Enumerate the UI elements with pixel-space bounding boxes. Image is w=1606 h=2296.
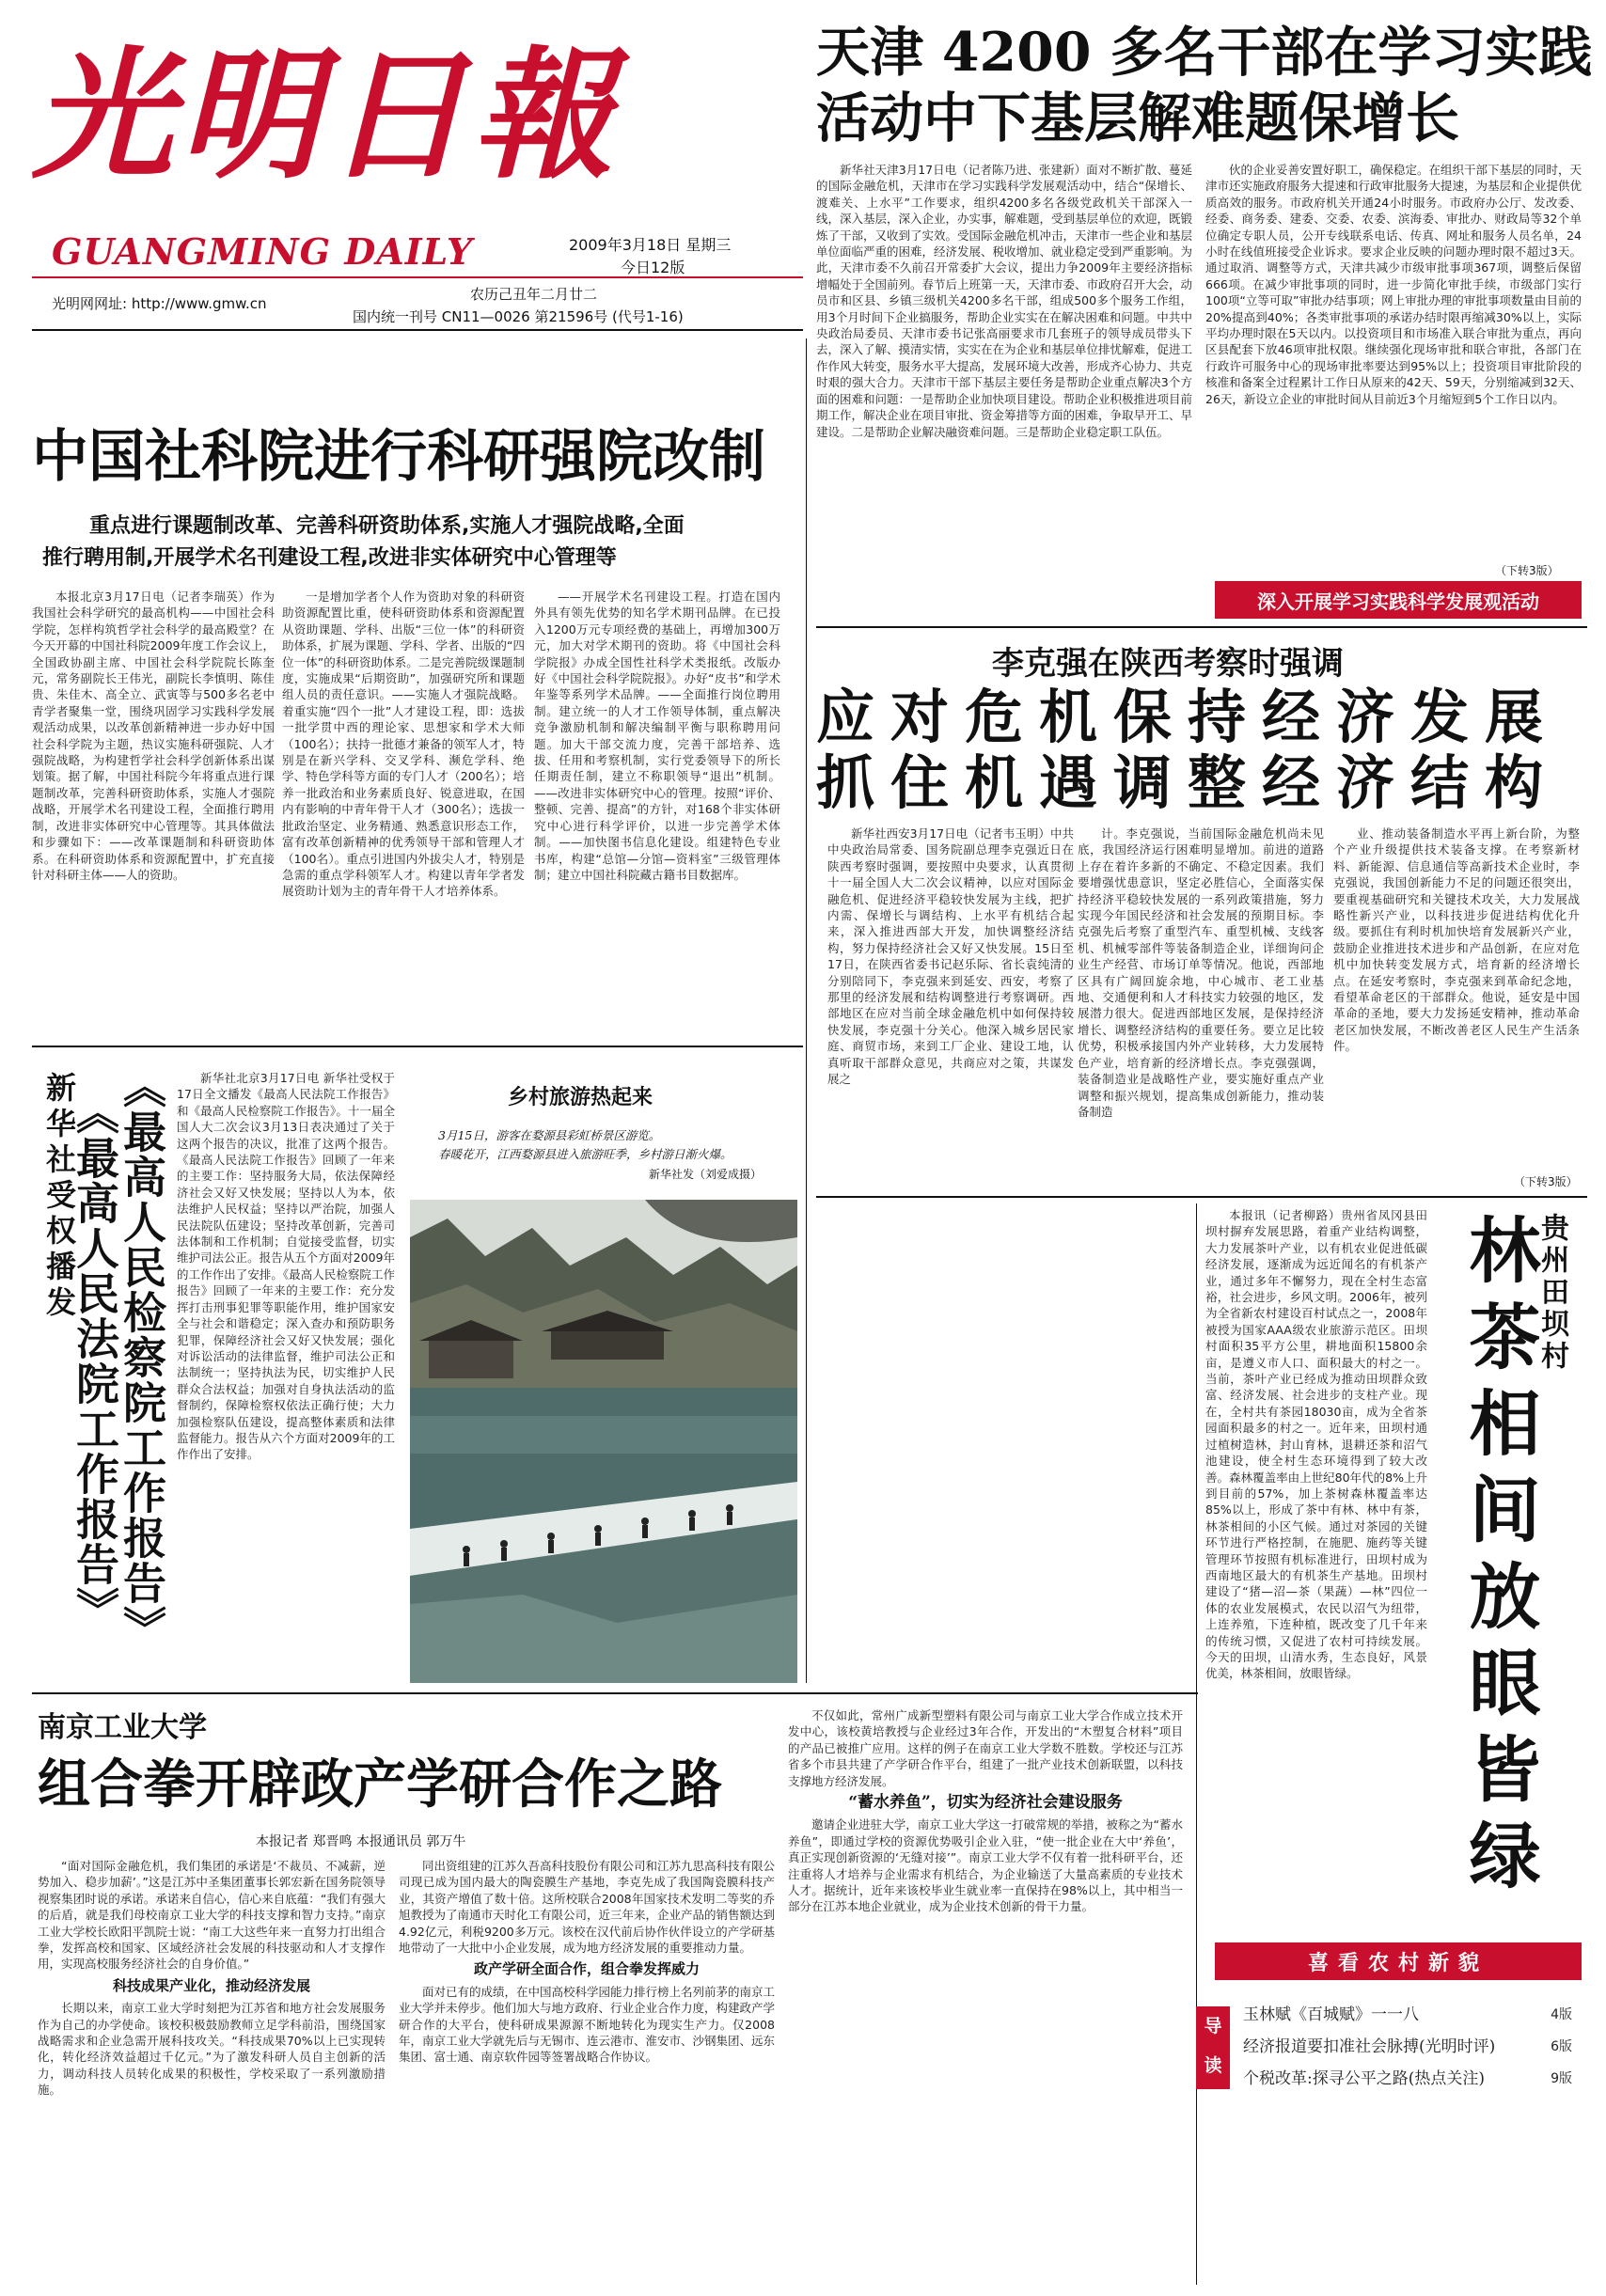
cass-bottom-rule: [32, 1046, 803, 1047]
masthead-english: GUANGMING DAILY: [52, 230, 473, 273]
site-url[interactable]: 光明网网址: http://www.gmw.cn: [52, 295, 267, 312]
likeqiang-column-2: 计。李克强说，当前国际金融危机尚未见底，我国经济运行困难明显增加。前进的道路上存在着许多新的不确定、不稳定因素。我们要增强忧患意识，坚定必胜信心，全面落实保持经济平稳较快发展的一系列政策措施，努力实现今年国民经济和社会发展的预期目标。李克强先后考察了重型汽车、重型机械、支线客机、机械零部件等装备制造企业，详细询问企业生产经营、市场订单等情况。他说，西部地区具有广阔回旋余地，中心城市、老工业基地、交通便利和人才科技实力较强的地区，发展潜力很大。促进西部地区发展，是保持经济增长、调整经济结构的重要任务。要立足比较优势，积极承接国内外产业转移，大力发展特色产业，培育新的经济增长点。李克强强调，装备制造业是战略性产业，要实施好重点产业调整和振兴规划，提高集成创新能力，推动装备制造: [1078, 826, 1324, 1119]
masthead-date: 2009年3月18日 星期三: [569, 236, 732, 254]
guide-box: [1196, 1993, 1582, 2296]
rural-photo: [410, 1200, 797, 1683]
likeqiang-title-line1: 应对危机保持经济发展: [816, 683, 1560, 751]
guide-item-page: 6版: [1551, 2039, 1572, 2054]
masthead-serial: 国内统一刊号 CN11—0026 第21596号 (代号1-16): [353, 308, 684, 325]
rural-caption-2: 春暖花开，江西婺源县进入旅游旺季，乡村游日渐火爆。: [438, 1147, 732, 1161]
tianjin-continue[interactable]: （下转3版）: [1495, 564, 1559, 577]
guide-item[interactable]: [1243, 2063, 1572, 2095]
likeqiang-column-3: 业、推动装备制造水平再上新台阶，为整个产业升级提供技术装备支撑。在考察新材料、新能源、信息通信等高新技术企业时，李克强说，我国创新能力不足的问题还很突出，要重视基础研究和关键技术攻关，大力发展战略性新兴产业，以科技进步促进结构优化升级。要抓住有利时机加快培育发展新兴产业，鼓励企业推进技术进步和产品创新，在应对危机中加快转变发展方式，培育新的经济增长点。在延安考察时，李克强来到革命纪念地，看望革命老区的干部群众。他说，延安是中国革命的圣地，要大力发扬延安精神，推动革命老区加快发展，不断改善老区人民生产生活条件。: [1333, 826, 1580, 1054]
cass-subtitle-1: 重点进行课题制改革、完善科研资助体系,实施人才强院战略,全面: [89, 514, 685, 538]
banner-study-practice: 深入开展学习实践科学发展观活动: [1215, 581, 1582, 619]
xinhua-column: 新华社北京3月17日电 新华社受权于17日全文播发《最高人民法院工作报告》和《最高人民检察院工作报告》。十一届全国人大二次会议3月13日表决通过了关于这两个报告的决议，批准了这两个报告。《最高人民法院工作报告》回顾了一年来的主要工作：坚持服务大局，依法保障经济社会又好又快发展；坚持以人为本，依法维护人民权益；坚持以严治院，加强人民法院队伍建设；坚持改革创新，完善司法体制和工作机制；自觉接受监督，切实维护司法公正。报告从五个方面对2009年的工作作出了安排。《最高人民检察院工作报告》回顾了一年来的主要工作：充分发挥打击刑事犯罪等职能作用，维护国家安全与社会和谐稳定；深入查办和预防职务犯罪，保障经济社会又好又快发展；强化对诉讼活动的法律监督，维护司法公正和法制统一；坚持执法为民，切实维护人民群众合法权益；加强对自身执法活动的监督制约，保障检察权依法正确行使；大力加强检察队伍建设，提高整体素质和法律监督能力。报告从六个方面对2009年的工作作出了安排。: [177, 1071, 395, 1462]
tianjin-column-1: 新华社天津3月17日电（记者陈乃进、张建新）面对不断扩散、蔓延的国际金融危机，天津市在学习实践科学发展观活动中，结合“保增长、渡难关、上水平”工作要求，组织4200多名各级党政机关干部深入一线，深入基层，深入企业，办实事，解难题，受到基层单位的欢迎，既锻炼了干部，又收到了实效。受国际金融危机冲击，天津市一些企业和基层单位面临严重的困难，经济发展、税收增加、就业稳定受到严重影响。为此，天津市委不久前召开常委扩大会议，提出力争2009年主要经济指标增幅处于全国前列。春节后上班第一天，天津市委、市政府召开大会，动员市和区县、乡镇三级机关4200多名干部，组成500多个服务工作组，用3个月时间下企业搞服务，帮助企业实实在在解决困难和问题。中共中央政治局委员、天津市委书记张高丽要求市几套班子的领导成员带头下去，深入了解、摸清实情，实实在在为企业和基层单位排忧解难，促进工作作风大转变，服务水平大提高，发展环境大改善，形成齐心协力、共克时艰的强大合力。天津市干部下基层主要任务是帮助企业重点解决3个方面的困难和问题：一是帮助企业加快项目建设。帮助企业积极推进项目前期工作，解决企业在项目审批、资金筹措等方面的困难，争取早开工、早建设。二是帮助企业解决融资难问题。三是帮助企业稳定职工队伍。: [816, 163, 1192, 439]
nanjing-column-2: 同出资组建的江苏久吾高科技股份有限公司和江苏九思高科技有限公司现已成为国内最大的陶瓷膜生产基地，李克先成了我国陶瓷膜科技产业，其资产增值了数十倍。这所校联合2008年国家技术发明二等奖的乔旭教授为了南通市天时化工有限公司，近三年来，企业产品的销售额达到4.92亿元，利税9200多万元。该校在汉代前后协作伙伴设立的产学研基地带动了一大批中小企业发展，成为地方经济发展的重要推动力量。 政产学研全面合作，组合拳发挥威力 面对已有的成绩，在中国高校科学园能力排行榜上名列前茅的南京工业大学并未停步。他们加大与地方政府、行业企业合作力度，构建政产学研合作的大平台，使科研成果源源不断地转化为现实生产力。仅2008年，南京工业大学就先后与无锡市、连云港市、淮安市、沙钢集团、远东集团、富士通、南京软件园等签署战略合作协议。: [399, 1859, 775, 2065]
nanjing-subhead-3: “蓄水养鱼”，切实为经济社会建设服务: [848, 1793, 1123, 1813]
cass-column-3: ——开展学术名刊建设工程。打造在国内外具有领先优势的知名学术期刊品牌。在已投入1200万元专项经费的基础上，再增加300万元，加大对学术期刊的资助。将《中国社会科学院报》办成全国性社科学术类报纸。改版办好《中国社会科学院院报》。办好“皮书”和学术年鉴等系列学术品牌。——全面推行岗位聘用制。建立统一的人才工作领导体制，重点解决竞争激励机制和解决编制平衡与职称聘用问题。加大干部交流力度，完善干部培养、选拔、任用和考察机制，实行党委领导下的所长任期责任制，建立不称职领导“退出”机制。——改进非实体研究中心的管理。按照“评价、整顿、完善、提高”的方针，对168个非实体研究中心进行科学评价，以进一步完善学术体制。——加快图书信息化建设。组建特色专业书库，构建“总馆—分馆—资料室”三级管理体制；建立中国社科院藏古籍书目数据库。: [534, 590, 780, 882]
guide-item-page: 4版: [1551, 2007, 1572, 2022]
cass-column-1: 本报北京3月17日电（记者李瑞英）作为我国社会科学研究的最高机构——中国社会科学院，怎样构筑哲学社会科学的最高殿堂？在今天开幕的中国社科院2009年度工作会议上，全国政协副主席、中国社会科学院院长陈奎元，常务副院长王伟光，副院长李慎明、陈佳贵、朱佳木、高全立、武寅等与500多名老中青学者聚集一堂，围绕巩固学习实践科学发展观活动成果，以改革创新精神进一步办好中国社会科学院为主题，热议实施科研强院、人才强院战略，为构建哲学社会科学创新体系出谋划策。据了解，中国社科院今年将重点进行课题制改革，完善科研资助体系，实施人才强院战略，开展学术名刊建设工程，全面推行聘用制，改进非实体研究中心管理等。其具体做法和步骤如下：——改革课题制和科研资助体系。在科研资助体系和资源配置中，扩充直接针对科研主体——人的资助。: [32, 590, 275, 882]
nanjing-kicker: 南京工业大学: [38, 1711, 207, 1744]
likeqiang-kicker: 李克强在陕西考察时强调: [992, 645, 1344, 683]
banner-rural-new-look: 喜看农村新貌: [1215, 1942, 1582, 1980]
nanjing-subhead-1: 科技成果产业化，推动经济发展: [112, 1976, 310, 1994]
guide-item-page: 9版: [1551, 2071, 1572, 2086]
likeqiang-title-line2: 抓住机遇调整经济结构: [816, 748, 1560, 817]
guide-list: [1243, 1999, 1572, 2095]
likeqiang-column-1: 新华社西安3月17日电（记者韦玉明）中共中央政治局常委、国务院副总理李克强近日在陕西考察时强调，要按照中央要求，认真贯彻十一届全国人大二次会议精神，以应对国际金融危机、促进经济平稳较快发展为主线，把扩内需、保增长与调结构、上水平有机结合起来，深入推进西部大开发，加快调整经济结构，努力保持经济社会又好又快发展。15日至17日，在陕西省委书记赵乐际、省长袁纯清的分别陪同下，李克强来到延安、西安，考察了那里的经济发展和结构调整进行考察调研。西部地区在应对当前全球金融危机中如何保持较快发展，李克强十分关心。他深入城乡居民家庭、商贸市场，来到工厂企业、建设工地，认真听取干部群众意见，共商应对之策，共谋发展之: [827, 826, 1074, 1087]
xinhua-title-court: 《最高人民法院工作报告》: [70, 1091, 120, 1632]
nanjing-top-rule: [32, 1692, 1198, 1694]
masthead-bottom-rule: [32, 329, 803, 331]
nanjing-subhead-2: 政产学研全面合作，组合拳发挥威力: [473, 1960, 700, 1978]
guide-item-text: 个税改革:探寻公平之路(热点关注): [1243, 2069, 1485, 2088]
guide-label: [1196, 2006, 1230, 2089]
cass-title: 中国社科院进行科研强院改制: [32, 424, 765, 490]
guide-item-text: 玉林赋《百城赋》一一八: [1243, 2005, 1419, 2024]
xinhua-vertical-kicker: 新华社受权播发: [41, 1072, 77, 1322]
guide-item[interactable]: [1243, 1999, 1572, 2031]
guide-item-text: 经济报道要扣准社会脉搏(光明时评): [1243, 2037, 1496, 2056]
tianjin-title-line1: 天津 4200 多名干部在学习实践: [816, 21, 1593, 84]
main-column-divider: [806, 338, 807, 1683]
nanjing-column-3: 不仅如此，常州广成新型塑料有限公司与南京工业大学合作成立技术开发中心，该校黄培教授与企业经过3年合作，开发出的“木塑复合材料”项目的产品已被推广应用。这样的例子在南京工业大学数不胜数。学校还与江苏省多个市县共建了产学研合作平台，组建了一批产业技术创新联盟，以科技支撑地方经济发展。 “蓄水养鱼”，切实为经济社会建设服务 邀请企业进驻大学，南京工业大学这一打破常规的举措，被称之为“蓄水养鱼”，即通过学校的资源优势吸引企业入驻，“使一批企业在大中‘养鱼’，真正实现创新资源的‘无缝对接’”。南京工业大学不仅有着一批科研平台，还注重将人才培养与企业需求有机结合，为企业输送了大量高素质的专业技术人才。据统计，近年来该校毕业生就业率一直保持在98%以上，其中相当一部分在江苏本地企业就业，成为企业技术创新的骨干力量。: [788, 1708, 1183, 1914]
guide-label-a: 导: [1204, 2016, 1222, 2037]
tianjin-title-line2: 活动中下基层解难题保增长: [816, 86, 1459, 149]
cass-column-2: 一是增加学者个人作为资助对象的科研资助资源配置比重，使科研资助体系和资源配置从资助课题、学科、出版“三位一体”的科研资助体系，扩展为课题、学科、学者、出版的“四位一体”的科研资助体系。二是完善院级课题制度，实施成果“后期资助”，加强研究所和课题组人员的责任意识。——实施人才强院战略。着重实施“四个一批”人才建设工程，即：选拔一批学贯中西的理论家、思想家和学术大师（100名）；扶持一批德才兼备的领军人才，特别是在新兴学科、交叉学科、濒危学科、绝学、特色学科等方面的专门人才（200名）；培养一批政治和业务素质良好、锐意进取，在国内有影响的中青年骨干人才（300名）；选拔一批政治坚定、业务精通、熟悉意识形态工作，富有改革创新精神的优秀领导干部和管理人才（100名）。重点引进国内外拔尖人才，特别是急需的重点学科领军人才。构建以青年学者发展资助计划为主的青年骨干人才培养体系。: [282, 590, 525, 899]
likeqiang-bottom-rule: [816, 1196, 1587, 1198]
guide-item[interactable]: [1243, 2031, 1572, 2063]
nanjing-column-1: “面对国际金融危机，我们集团的承诺是‘不裁员、不减薪，逆势加入、稳步加薪’。”这是江苏中圣集团董事长郭宏新在国务院领导视察集团时说的承诺。承诺来自信心，信心来自底蕴：“我们有强大的后盾，就是我们母校南京工业大学的科技支撑和智力支持。”南京工业大学校长欧阳平凯院士说：“南工大这些年来一直努力打出组合拳，发挥高校和国家、区域经济社会发展的科技驱动和人才支撑作用，实现高校服务经济社会的自身价值。” 科技成果产业化，推动经济发展 长期以来，南京工业大学时刻把为江苏省和地方社会发展服务作为自己的办学使命。该校积极鼓励教师立足学科前沿，围绕国家战略需求和企业急需开展科技攻关。“科技成果70%以上已实现转化，转化经济效益超过千亿元。”为了激发科研人员自主创新的活力，调动科技人员转化成果的积极性，学校采取了一系列激励措施。: [38, 1859, 386, 2098]
likeqiang-top-rule: [816, 626, 1587, 628]
nanjing-byline: 本报记者 郑晋鸣 本报通讯员 郭万牛: [256, 1834, 466, 1849]
rural-title: 乡村旅游热起来: [508, 1085, 653, 1109]
rural-photo-scene: [410, 1200, 797, 1683]
rural-photo-credit: 新华社发（刘爱成摄）: [649, 1168, 763, 1181]
masthead-pages: 今日12版: [621, 259, 685, 276]
guide-label-b: 读: [1204, 2055, 1222, 2076]
masthead-logo: 光明日報: [32, 33, 620, 198]
cass-subtitle-2: 推行聘用制,开展学术名刊建设工程,改进非实体研究中心管理等: [42, 546, 617, 570]
guizhou-title: 林茶相间放眼皆绿: [1457, 1213, 1541, 1905]
tianjin-column-2: 伙的企业妥善安置好职工，确保稳定。在组织干部下基层的同时，天津市还实施政府服务大提速和行政审批服务大提速，为基层和企业提供优质高效的服务。市政府机关开通24小时服务。市政府办公厅、发改委、经委、商务委、建委、交委、农委、滨海委、审批办、财政局等32个单位确定专职人员，公开专线联系电话、传真、网址和服务人员名单，24小时在线值班接受企业诉求。要求企业反映的问题办理时限不超过3天。通过取消、调整等方式，天津共减少市级审批事项367项，调整后保留666项。在减少审批事项的同时，进一步简化审批手续，市级部门实行100项“立等可取”审批办结事项；网上审批办理的审批事项数量由目前的20%提高到40%；各类审批事项的承诺办结时限再缩减30%以上，实际平均办理时限在5天以内。以投资项目和市场准入联合审批为重点，再向区县配套下放46项审批权限。继续强化现场审批和联合审批，各部门在行政许可服务中心的现场审批率要达到95%以上；投资项目审批阶段的核准和备案全过程累计工作日从原来的42天、59天，分别缩减到32天、26天，新设立企业的审批时间从目前近3个月缩短到5个工作日以内。: [1205, 163, 1582, 406]
masthead-rule: [32, 276, 803, 278]
xinhua-title-procuratorate: 《最高人民检察院工作报告》: [117, 1064, 167, 1651]
masthead-lunar: 农历己丑年二月廿二: [470, 286, 598, 303]
nanjing-title: 组合拳开辟政产学研合作之路: [38, 1753, 722, 1816]
rural-caption-1: 3月15日，游客在婺源县彩虹桥景区游览。: [438, 1128, 661, 1142]
likeqiang-continue[interactable]: （下转3版）: [1514, 1175, 1578, 1188]
guizhou-column: 本报讯（记者柳路）贵州省凤冈县田坝村摒弃发展思路，着重产业结构调整，大力发展茶叶产业，以有机农业促进低碳经济发展，逐渐成为远近闻名的有机茶产业，通过多年不懈努力，现在全村生态富裕，社会进步，乡风文明。2006年，被列为全省新农村建设百村试点之一，2008年被授为国家AAA级农业旅游示范区。田坝村面积35平方公里，耕地面积15800余亩，是遵义市人口、面积最大的村之一。当前，茶叶产业已经成为推动田坝群众致富、经济发展、社会进步的支柱产业。现在，全村共有茶园18030亩，成为全省茶园面积最多的村之一。近年来，田坝村通过植树造林，封山育林，退耕还茶和沼气池建设，使全村生态环境得到了较大改善。森林覆盖率由上世纪80年代的8%上升到目前的57%，加上茶树森林覆盖率达85%以上，形成了茶中有林、林中有茶，林茶相间的小区气候。通过对茶园的关键环节进行严格控制，在施肥、施药等关键管理环节按照有机标准进行，田坝村成为西南地区最大的有机茶生产基地。田坝村建设了“猪—沼—茶（果蔬）—林”四位一体的农业发展模式，农民以沼气为纽带，上连养殖，下连种植，既改变了几千年来的传统习惯，又促进了农村可持续发展。今天的田坝，山清水秀，生态良好，风景优美，林茶相间，放眼皆绿。: [1205, 1208, 1427, 1681]
guizhou-vertical-kicker: 贵州田坝村: [1535, 1213, 1568, 1373]
